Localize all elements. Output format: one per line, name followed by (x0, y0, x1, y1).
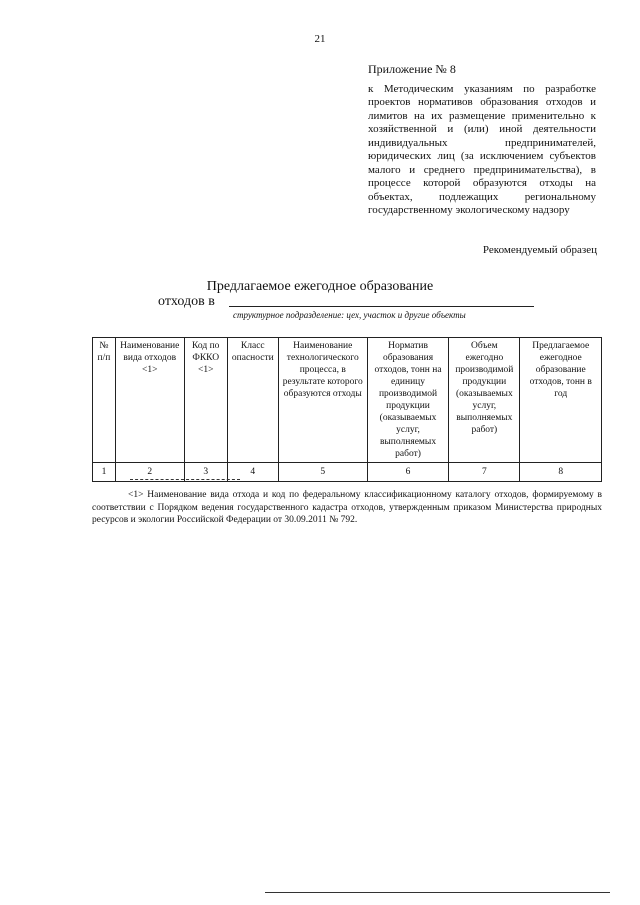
header-cell-volume: Объем ежегодно производимой продукции (оказываемых услуг, выполняемых работ) (449, 338, 520, 463)
footnote-separator (130, 479, 240, 480)
number-cell: 2 (115, 463, 184, 482)
number-cell: 3 (184, 463, 227, 482)
form-line-label: отходов в (158, 294, 215, 309)
fill-in-line (229, 306, 534, 307)
form-caption: структурное подразделение: цех, участок и другие объекты (233, 310, 466, 320)
appendix-title: Приложение № 8 (368, 62, 456, 76)
number-cell: 7 (449, 463, 520, 482)
number-cell: 1 (93, 463, 116, 482)
number-cell: 8 (520, 463, 602, 482)
recommended-sample-label: Рекомендуемый образец (482, 244, 597, 256)
header-cell-proposed: Предлагаемое ежегодное образование отходов, тонн в год (520, 338, 602, 463)
header-cell-fkko-code: Код по ФККО <1> (184, 338, 227, 463)
table-header-row (93, 338, 602, 463)
form-title: Предлагаемое ежегодное образование (206, 279, 434, 294)
header-cell-number: № п/п (93, 338, 116, 463)
number-cell: 4 (227, 463, 278, 482)
appendix-block (368, 63, 596, 218)
bottom-rule (265, 892, 610, 893)
header-cell-process-name: Наименование технологического процесса, в результате которого образуются отходы (278, 338, 367, 463)
waste-table (92, 337, 602, 482)
number-cell: 6 (367, 463, 448, 482)
header-cell-hazard-class: Класс опасности (227, 338, 278, 463)
header-cell-waste-name: Наименование вида отходов <1> (115, 338, 184, 463)
number-cell: 5 (278, 463, 367, 482)
appendix-text: к Методическим указаниям по разработке проектов нормативов образования отходов и лимитов на их размещение применительно к хозяйственной и (или) иной деятельности индивидуальных предпринимателей, юридических лиц (за исключением субъектов малого и среднего предпринимательства), в процессе которой образуются отходы на объектах, подлежащих региональному государственному экологическому надзору (368, 82, 596, 216)
header-cell-norm: Норматив образования отходов, тонн на единицу производимой продукции (оказываемых услуг, выполняемых работ) (367, 338, 448, 463)
page-number: 21 (314, 33, 326, 45)
footnote: <1> Наименование вида отхода и код по федеральному классификационному каталогу отходов, формируемому в соответствии с Порядком ведения государственного кадастра отходов, утвержденным приказом Министерства природных ресурсов и экологии Российской Федерации от 30.09.2011 № 792. (92, 490, 602, 525)
